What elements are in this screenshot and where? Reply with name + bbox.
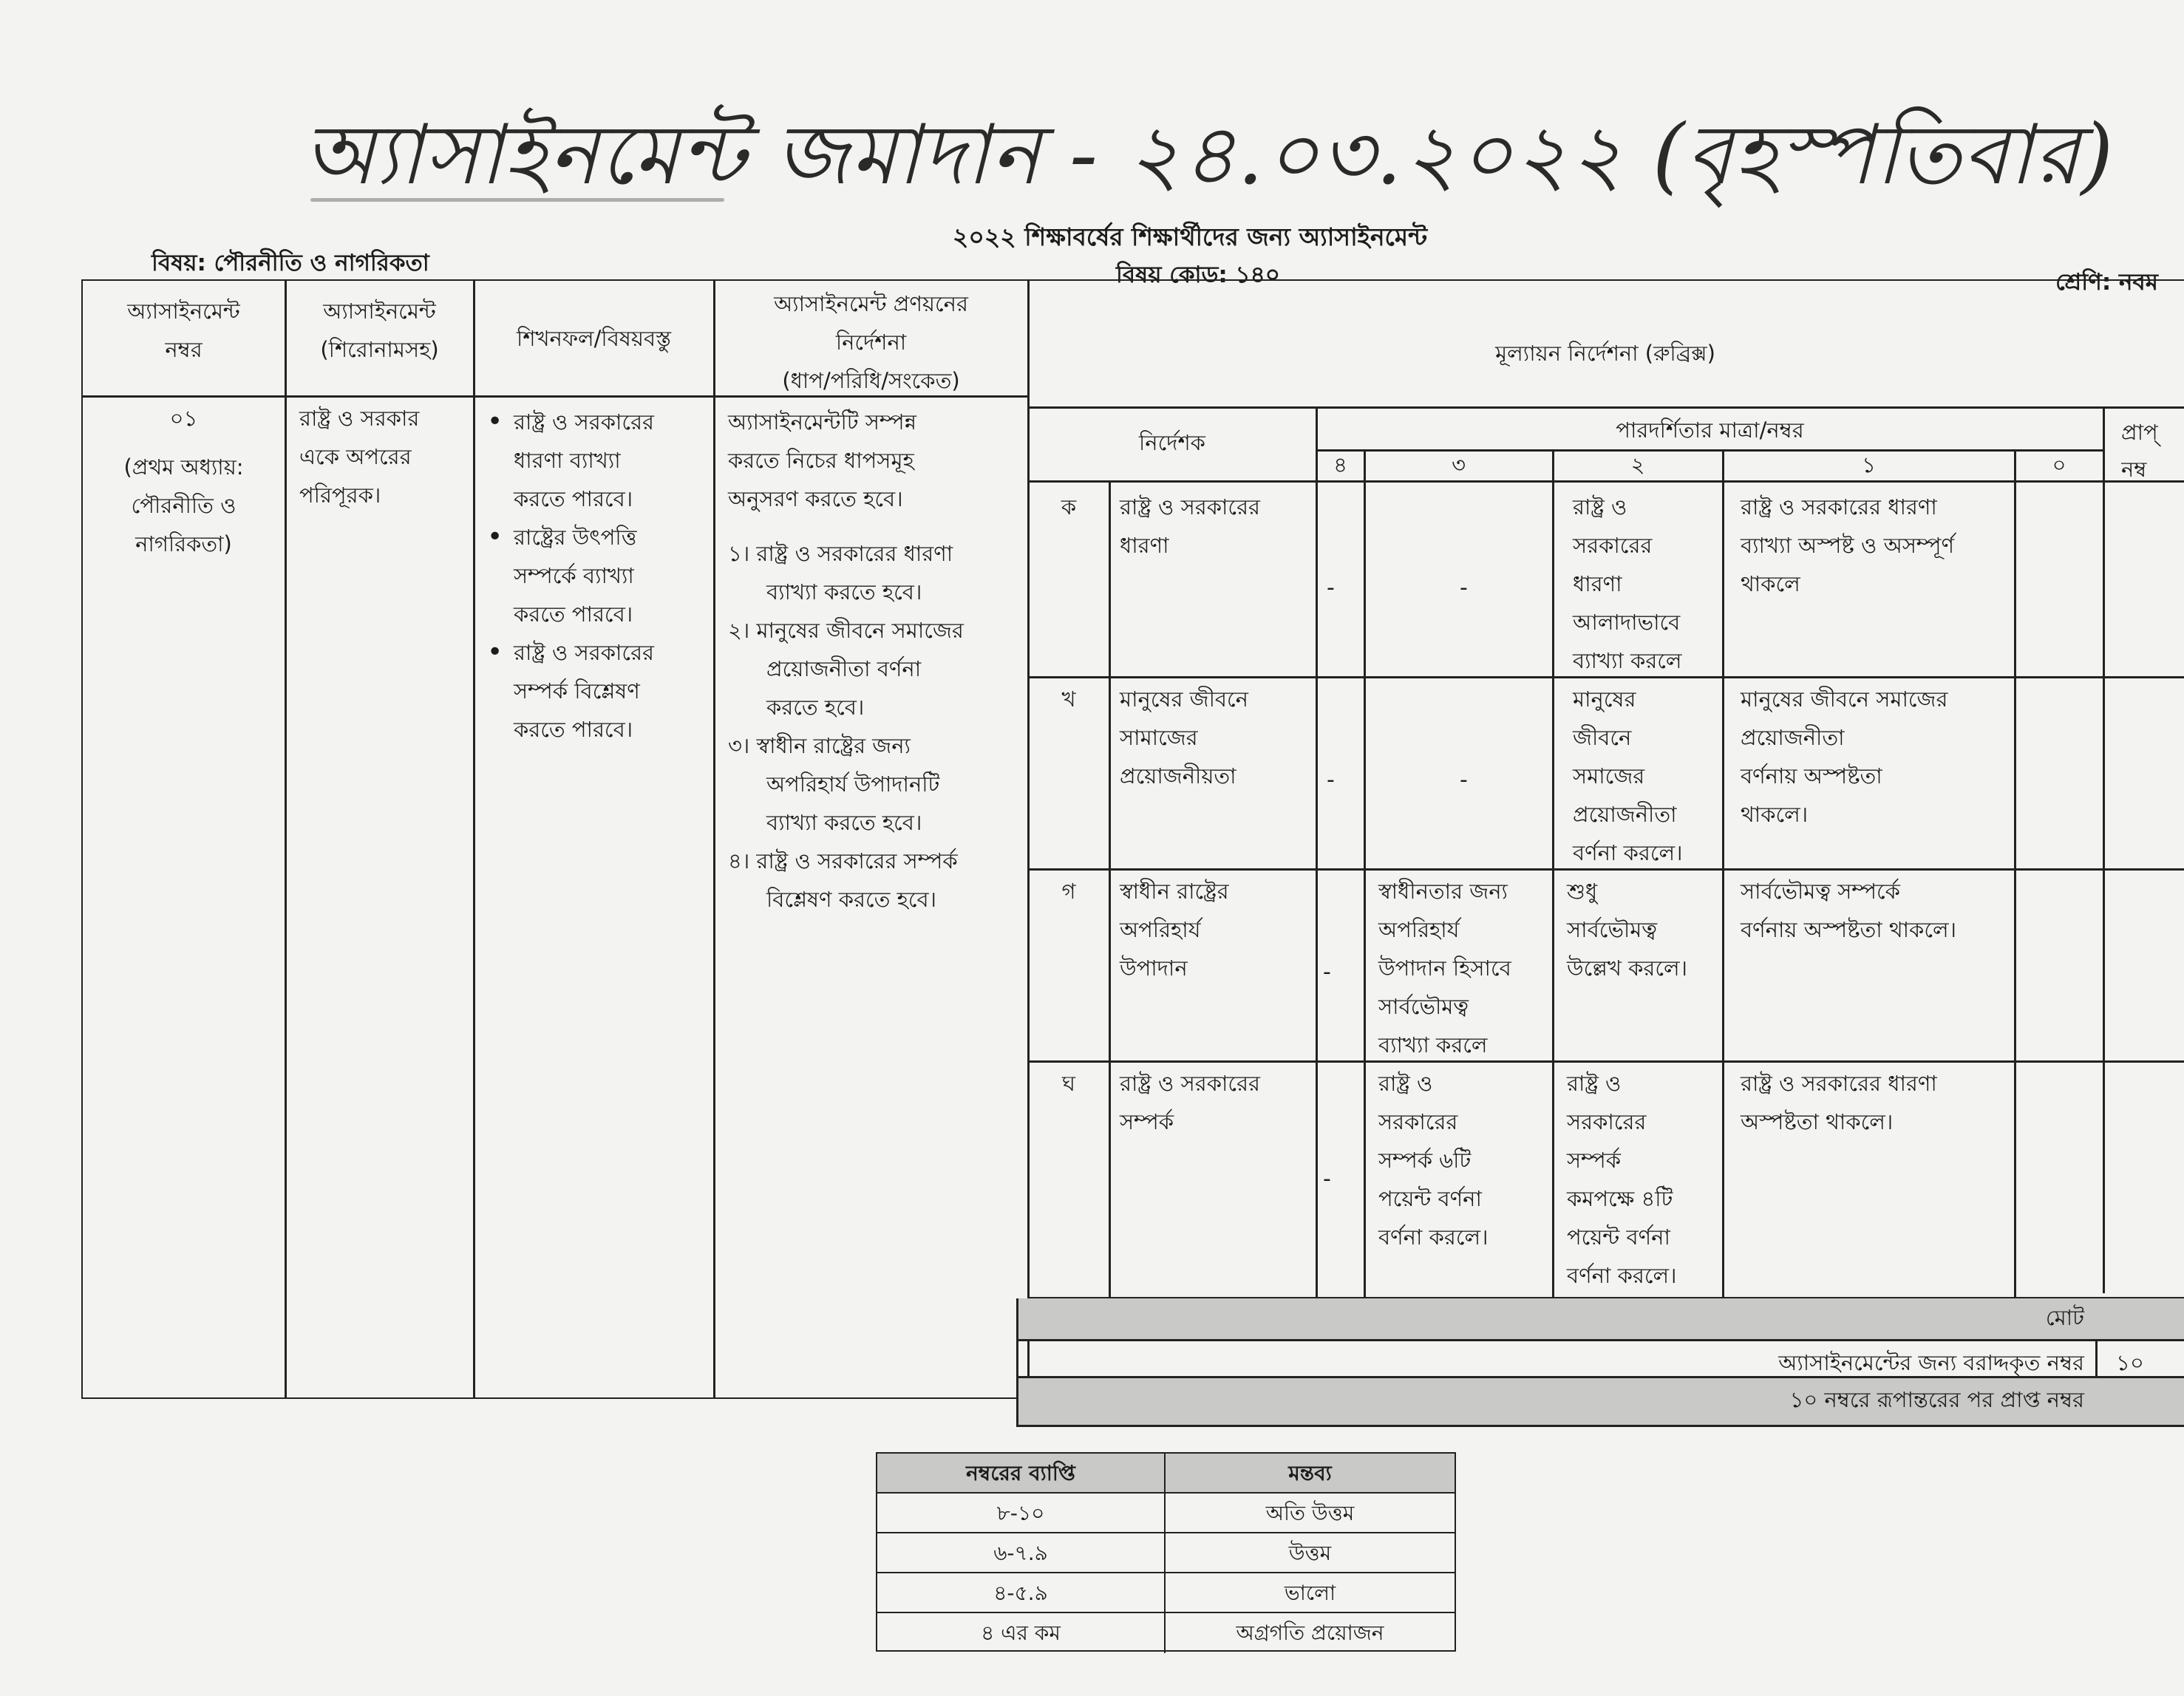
remark-cell: উত্তম bbox=[1288, 1541, 1332, 1565]
col-divider-3 bbox=[713, 279, 715, 1399]
rubric-row-key: ঘ bbox=[1062, 1071, 1075, 1096]
subject-label: বিষয়: পৌরনীতি ও নাগরিকতা bbox=[152, 250, 429, 276]
score-1-header: ১ bbox=[1862, 452, 1876, 477]
rubric-row-key: খ bbox=[1061, 687, 1076, 712]
document-title: ২০২২ শিক্ষাবর্ষের শিক্ষার্থীদের জন্য অ্যাসাইনমেন্ট bbox=[952, 222, 1428, 251]
remark-cell: অগ্রগতি প্রয়োজন bbox=[1236, 1621, 1384, 1645]
rubric-col-1 bbox=[2014, 449, 2016, 1297]
score-3-header: ৩ bbox=[1452, 452, 1466, 477]
rubric-score-4: - bbox=[1327, 575, 1335, 601]
outcome-item: • রাষ্ট্র ও সরকারের সম্পর্ক বিশ্লেষণ করতে পারবে। bbox=[484, 633, 713, 749]
allotted-marks-value: ১০ bbox=[2116, 1350, 2144, 1375]
assignment-number-cell: ০১ (প্রথম অধ্যায়: পৌরনীতি ও নাগরিকতা) bbox=[123, 406, 244, 556]
header-divider-right bbox=[1027, 406, 2184, 409]
rubric-score-2: মানুষের জীবনে সমাজের প্রয়োজনীতা বর্ণনা করলে। bbox=[1573, 687, 1683, 865]
rubric-row-divider bbox=[1027, 1060, 2184, 1063]
rubric-subheader-divider bbox=[1027, 480, 2184, 483]
rubric-score-2: রাষ্ট্র ও সরকারের ধারণা আলাদাভাবে ব্যাখ্যা করলে bbox=[1573, 494, 1682, 673]
rubric-row-key: ক bbox=[1061, 494, 1077, 520]
header-rubric: মূল্যায়ন নির্দেশনা (রুব্রিক্স) bbox=[1495, 341, 1715, 366]
grading-header-row bbox=[877, 1454, 1455, 1494]
outcome-item: • রাষ্ট্র ও সরকারের ধারণা ব্যাখ্যা করতে পারবে। bbox=[484, 403, 713, 518]
range-cell: ৬-৭.৯ bbox=[877, 1533, 1166, 1572]
rubric-score-1: সার্বভৌমত্ব সম্পর্কে বর্ণনায় অস্পষ্টতা থাকলে। bbox=[1741, 879, 1956, 942]
instruction-step: ৪। রাষ্ট্র ও সরকারের সম্পর্ক বিশ্লেষণ করতে হবে। bbox=[728, 848, 958, 912]
col-divider-2 bbox=[473, 279, 475, 1399]
converted-bottom-line bbox=[1016, 1425, 2184, 1427]
rubric-row-key: গ bbox=[1061, 879, 1076, 904]
rubric-indicator: মানুষের জীবনে সামাজের প্রয়োজনীয়তা bbox=[1120, 687, 1248, 789]
class-label: শ্রেণি: নবম bbox=[2055, 269, 2158, 296]
header-learning-outcome: শিখনফল/বিষয়বস্তু bbox=[517, 326, 671, 351]
header-indicator: নির্দেশক bbox=[1139, 430, 1205, 455]
converted-divider bbox=[1016, 1376, 2184, 1378]
rubric-score-4: - bbox=[1327, 767, 1335, 793]
rubric-col-indicator bbox=[1316, 406, 1318, 1297]
remark-cell: ভালো bbox=[1284, 1581, 1336, 1605]
range-cell: ৪ এর কম bbox=[877, 1613, 1166, 1653]
rubric-score-2: রাষ্ট্র ও সরকারের সম্পর্ক কমপক্ষে ৪টি পয়েন্ট বর্ণনা বর্ণনা করলে। bbox=[1567, 1071, 1677, 1288]
rubric-score-2: শুধু সার্বভৌমত্ব উল্লেখ করলে। bbox=[1567, 879, 1688, 981]
rubric-score-1: রাষ্ট্র ও সরকারের ধারণা অস্পষ্টতা থাকলে। bbox=[1741, 1071, 1937, 1134]
remark-cell: অতি উত্তম bbox=[1265, 1501, 1355, 1525]
rubric-col-key bbox=[1109, 480, 1111, 1297]
header-performance-level: পারদর্শিতার মাত্রা/নম্বর bbox=[1616, 418, 1804, 443]
rubric-indicator: রাষ্ট্র ও সরকারের ধারণা bbox=[1120, 494, 1260, 558]
range-header: নম্বরের ব্যাপ্তি bbox=[877, 1454, 1166, 1492]
score-4-header: ৪ bbox=[1333, 452, 1347, 477]
rubric-score-3: রাষ্ট্র ও সরকারের সম্পর্ক ৬টি পয়েন্ট বর্ণনা বর্ণনা করলে। bbox=[1378, 1071, 1489, 1250]
rubric-score-3: - bbox=[1460, 575, 1468, 601]
header-assignment-title: অ্যাসাইনমেন্ট (শিরোনামসহ) bbox=[320, 299, 439, 362]
instruction-step: ৩। স্বাধীন রাষ্ট্রের জন্য অপরিহার্য উপাদানটি ব্যাখ্যা করতে হবে। bbox=[728, 733, 940, 835]
range-cell: ৪-৫.৯ bbox=[877, 1573, 1166, 1612]
grading-scale-table bbox=[876, 1452, 1456, 1652]
grading-row bbox=[877, 1494, 1455, 1533]
rubric-score-1: রাষ্ট্র ও সরকারের ধারণা ব্যাখ্যা অস্পষ্ট ও অসম্পূর্ণ থাকলে bbox=[1741, 494, 1954, 596]
score-2-header: ২ bbox=[1630, 452, 1645, 477]
rubric-col-3 bbox=[1552, 449, 1554, 1297]
col-divider-1 bbox=[285, 279, 287, 1399]
total-label: মোট bbox=[2045, 1305, 2084, 1330]
instruction-step: ১। রাষ্ট্র ও সরকারের ধারণা ব্যাখ্যা করতে হবে। bbox=[728, 541, 953, 605]
remark-header: মন্তব্য bbox=[1288, 1461, 1332, 1485]
header-instructions: অ্যাসাইনমেন্ট প্রণয়নের নির্দেশনা (ধাপ/পরিধি/সংকেত) bbox=[774, 291, 968, 393]
rubric-col-0 bbox=[2103, 406, 2105, 1293]
allotted-marks-label: অ্যাসাইনমেন্টের জন্য বরাদ্দকৃত নম্বর bbox=[1778, 1350, 2084, 1375]
converted-marks-label: ১০ নম্বরে রূপান্তরের পর প্রাপ্ত নম্বর bbox=[1789, 1387, 2084, 1412]
instructions-cell: অ্যাসাইনমেন্টটি সম্পন্ন করতে নিচের ধাপসমূহ অনুসরণ করতে হবে। ১। রাষ্ট্র ও সরকারের ধারণা ব্যাখ্যা করতে হবে। ২। মানুষের জীবনে সমাজের প্রয়োজনীতা বর্ণনা করতে হবে। ৩। স্বাধীন রাষ্ট্রের জন্য অপরিহার্য উপাদানটি ব্যাখ্যা করতে হবে। ৪। রাষ্ট্র ও সরকারের সম্পর্ক বিশ্লেষণ করতে হবে। bbox=[728, 403, 1027, 919]
header-obtained-marks: প্রাপ্ নম্ব bbox=[2121, 420, 2158, 482]
totals-divider bbox=[1016, 1339, 2184, 1341]
header-assignment-number: অ্যাসাইনমেন্ট নম্বর bbox=[127, 299, 240, 362]
range-cell: ৮-১০ bbox=[877, 1494, 1166, 1532]
rubric-indicator: রাষ্ট্র ও সরকারের সম্পর্ক bbox=[1120, 1071, 1260, 1134]
rubric-score-4: - bbox=[1323, 1166, 1331, 1192]
rubric-score-3: স্বাধীনতার জন্য অপরিহার্য উপাদান হিসাবে সার্বভৌমত্ব ব্যাখ্যা করলে bbox=[1378, 879, 1511, 1058]
score-0-header: ০ bbox=[2052, 452, 2066, 477]
instruction-step: ২। মানুষের জীবনে সমাজের প্রয়োজনীতা বর্ণনা করতে হবে। bbox=[728, 618, 964, 720]
grading-row bbox=[877, 1613, 1455, 1653]
grading-row bbox=[877, 1533, 1455, 1573]
learning-outcomes-list bbox=[484, 403, 713, 749]
rubric-score-3: - bbox=[1460, 767, 1468, 793]
subject-code-label: বিষয় কোড: ১৪০ bbox=[1116, 262, 1280, 288]
rubric-score-4: - bbox=[1323, 959, 1331, 985]
grading-row bbox=[877, 1573, 1455, 1613]
rubric-col-4 bbox=[1364, 449, 1366, 1297]
handwriting-underline bbox=[310, 198, 724, 202]
rubric-indicator: স্বাধীন রাষ্ট্রের অপরিহার্য উপাদান bbox=[1120, 879, 1229, 981]
rubric-score-1: মানুষের জীবনে সমাজের প্রয়োজনীতা বর্ণনায় অস্পষ্টতা থাকলে। bbox=[1741, 687, 1948, 827]
assignment-title-cell: রাষ্ট্র ও সরকার একে অপরের পরিপূরক। bbox=[299, 406, 420, 508]
outcome-item: • রাষ্ট্রের উৎপত্তি সম্পর্কে ব্যাখ্যা করতে পারবে। bbox=[484, 518, 713, 633]
handwritten-submission-note: অ্যাসাইনমেন্ট জমাদান - ২৪.০৩.২০২২ (বৃহস্পতিবার) bbox=[303, 107, 2115, 203]
totals-left-border bbox=[1016, 1298, 1018, 1426]
rubric-col-2 bbox=[1722, 449, 1724, 1297]
